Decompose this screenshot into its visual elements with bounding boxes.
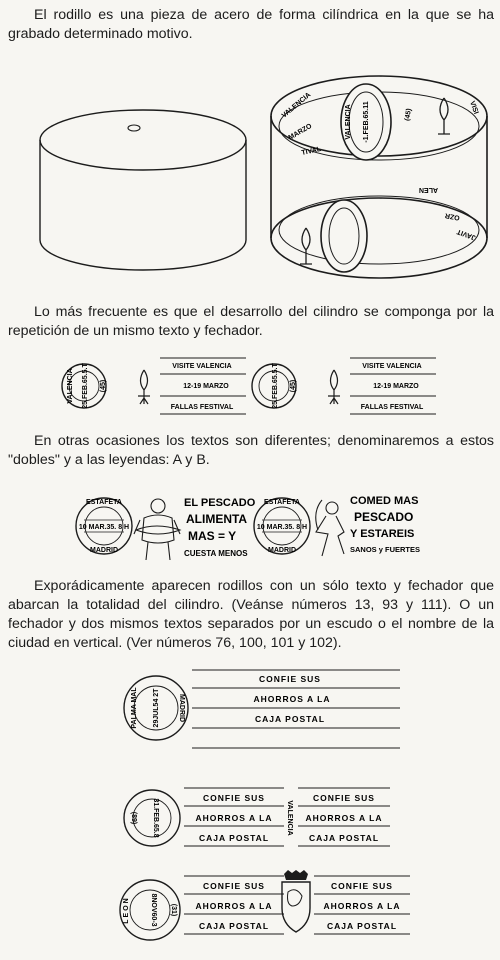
strip-code: (45): [100, 379, 107, 393]
doubles-dater-b: [254, 498, 310, 554]
strip-city: VALENCIA: [67, 368, 74, 404]
roller-right-label-2: ALEN: [418, 186, 438, 193]
example1-stamp-right: MADRID: [178, 694, 185, 722]
torch-icon: [300, 228, 312, 264]
example1-line-1: CONFIE SUS: [259, 674, 321, 684]
legend-b-line-2: PESCADO: [354, 510, 414, 524]
example3-line-3-left: CAJA POSTAL: [198, 921, 270, 931]
roller-code: (45): [403, 107, 414, 122]
example2-line-2-left: AHORROS A LA: [195, 813, 273, 823]
strip-code: (45): [290, 379, 297, 393]
example-caja-postal-2: [120, 776, 410, 866]
roller-left-label-3: TIVAL: [300, 146, 322, 157]
doubles-dater-a: [76, 498, 132, 554]
example2-line-1-left: CONFIE SUS: [203, 793, 265, 803]
roller-left-label-2: MARZO: [287, 122, 314, 142]
paragraph-roller-definition: El rodillo es una pieza de acero de forma cilíndrica en la que se ha grabado determinado motivo.: [8, 7, 494, 42]
torch-icon: [328, 370, 340, 404]
example1-line-2: AHORROS A LA: [253, 694, 331, 704]
example3-stamp-left: LEON: [123, 896, 130, 924]
example2-city-vertical: VALENCIA: [286, 800, 293, 836]
roller-city: VALENCIA: [345, 104, 352, 140]
stamp-top: ESTAFETA: [264, 499, 300, 506]
legend-a-line-3: MAS = Y: [188, 529, 237, 543]
strip-line-1: VISITE VALENCIA: [172, 363, 232, 370]
strip-date: 25.FEB.65.5.T: [82, 363, 89, 409]
stamp-date: 10 MAR.35. 8 H: [78, 524, 130, 531]
example3-line-2-right: AHORROS A LA: [323, 901, 401, 911]
coat-of-arms-icon: [282, 870, 310, 932]
stamp-city: MADRID: [268, 547, 296, 554]
strip-line-2: 12-19 MARZO: [183, 383, 229, 390]
legend-a-line-1: EL PESCADO: [184, 497, 256, 509]
example2-line-3-left: CAJA POSTAL: [198, 833, 270, 843]
roller-left-label-1: VALENCIA: [280, 91, 313, 120]
legend-a-line-4: CUESTA MENOS: [184, 549, 248, 558]
example3-line-2-left: AHORROS A LA: [195, 901, 273, 911]
example-caja-postal-1: [120, 660, 410, 770]
stamp-date: 10 MAR.35. 8 H: [256, 524, 308, 531]
stamp-top: ESTAFETA: [86, 499, 122, 506]
strip-segment-2: [252, 358, 436, 414]
example3-line-1-left: CONFIE SUS: [203, 881, 265, 891]
paragraph-doubles: En otras ocasiones los textos son diferentes; denominaremos a estos "dobles" y a las leyendas: A y B.: [8, 433, 494, 468]
example3-line-3-right: CAJA POSTAL: [326, 921, 398, 931]
stamp-city: MADRID: [90, 547, 118, 554]
example2-stamp-date: 31.FEB.65.8: [152, 798, 159, 838]
strip-segment-1: [62, 358, 246, 414]
example3-stamp-date: 8NOV60-3: [150, 893, 157, 927]
cylinder-illustration: [30, 100, 260, 280]
example1-line-3: CAJA POSTAL: [254, 714, 326, 724]
example2-line-3-right: CAJA POSTAL: [308, 833, 380, 843]
strip-date: 25.FEB.65.5.T: [272, 363, 279, 409]
roller-right-label-3: OZR: [444, 211, 461, 221]
strip-line-1: VISITE VALENCIA: [362, 363, 422, 370]
example1-stamp-date: 29JUL54 2T: [153, 688, 160, 728]
strip-line-3: FALLAS FESTIVAL: [170, 404, 234, 411]
example2-line-2-right: AHORROS A LA: [305, 813, 383, 823]
roller-right-label-4: JAVIT: [456, 227, 477, 241]
roller-right-label-1: VISI: [468, 100, 480, 116]
paragraph-single-text: Exporádicamente aparecen rodillos con un sólo texto y fechador que abarcan la totalidad del cilindro. (Veánse números 13, 93 y 111). O un fechador y dos mismos textos separados por un escudo o el nombre de la ciudad en vertical. (Ver números 76, 100, 101 y 102).: [8, 578, 494, 651]
example2-line-1-right: CONFIE SUS: [313, 793, 375, 803]
fisherman-icon: [316, 500, 344, 556]
strip-line-3: FALLAS FESTIVAL: [360, 404, 424, 411]
example-caja-postal-3: [114, 868, 414, 954]
strip-line-2: 12-19 MARZO: [373, 383, 419, 390]
repeated-strip-illustration: [60, 350, 440, 422]
legend-a-line-2: ALIMENTA: [186, 512, 248, 526]
torch-icon: [138, 370, 150, 404]
legend-b-line-4: SANOS y FUERTES: [350, 545, 421, 554]
example1-stamp-left: PALMA MAL: [131, 687, 138, 729]
legend-b-line-1: COMED MAS: [350, 495, 419, 507]
roller-date: -1.FEB.65.11: [363, 101, 370, 143]
roller-band-illustration: [262, 60, 496, 296]
fish-seller-icon: [134, 499, 180, 560]
legend-b-line-3: Y ESTAREIS: [350, 528, 415, 540]
torch-icon: [438, 98, 450, 134]
doubles-illustration: [74, 490, 454, 570]
example3-line-1-right: CONFIE SUS: [331, 881, 393, 891]
example3-stamp-code: (31): [170, 903, 177, 917]
paragraph-repetition: Lo más frecuente es que el desarrollo del cilindro se componga por la repetición de un mismo texto y fechador.: [8, 304, 494, 339]
example2-stamp-code: (89): [130, 811, 137, 825]
